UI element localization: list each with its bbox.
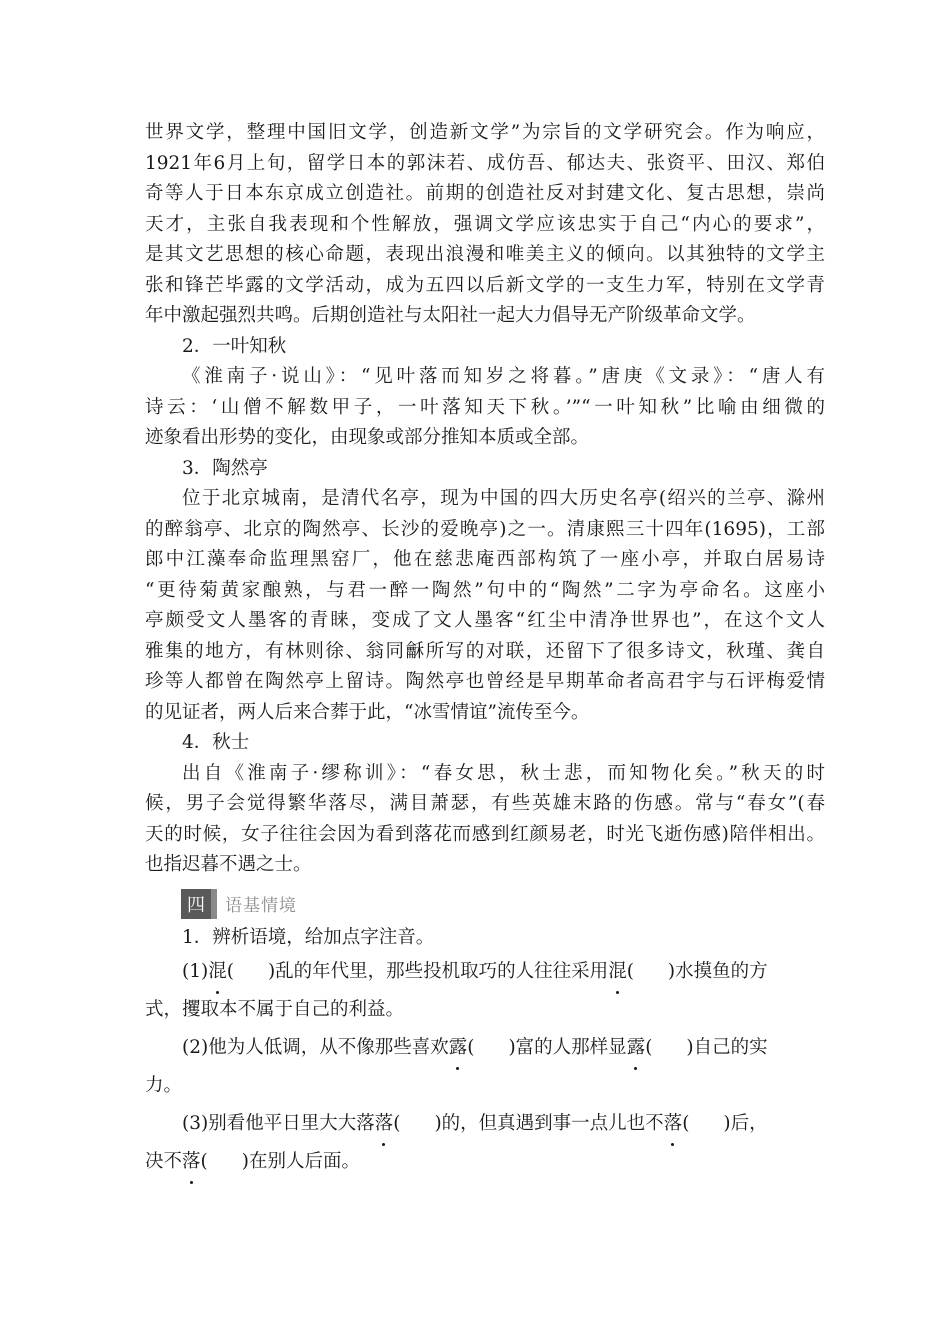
dotted-char: 露 — [627, 1029, 646, 1067]
text-line: 出自《淮南子·缪称训》：“春女思，秋士悲，而知物化矣。”秋天的时 — [182, 762, 825, 784]
paragraph-creation-society — [145, 118, 825, 332]
text-line: 位于北京城南，是清代名亭，现为中国的四大历史名亭(绍兴的兰亭、滁州 — [182, 488, 825, 509]
text-line: 候，男子会觉得繁华落尽，满目萧瑟，有些英雄末路的伤感。常与“春女”(春 — [145, 793, 825, 814]
text-line: 天的时候，女子往往会因为看到落花而感到红颜易老，时光飞逝伤感)陪伴相出。 — [145, 823, 825, 845]
dotted-char: 落 — [375, 1105, 394, 1143]
text-line: 天才，主张自我表现和个性解放，强调文学应该忠实于自己“内心的要求”， — [145, 213, 825, 235]
text-line: 珍等人都曾在陶然亭上留诗。陶然亭也曾经是早期革命者高君宇与石评梅爱情 — [145, 671, 825, 692]
item-paragraph — [145, 759, 825, 881]
dotted-char: 混 — [608, 953, 627, 991]
exercise-instruction: 1．辨析语境，给加点字注音。 — [182, 926, 435, 948]
text-line: 雅集的地方，有林则徐、翁同龢所写的对联，还留下了很多诗文，秋瑾、龚自 — [145, 640, 825, 662]
question-2: (2)他为人低调，从不像那些喜欢露( )富的人那样显露( )自己的实 — [145, 1029, 825, 1067]
text-line: 亭颇受文人墨客的青睐，变成了文人墨客“红尘中清净世界也”，在这个文人 — [145, 610, 825, 631]
item-paragraph — [145, 484, 825, 728]
section-number-badge: 四 — [181, 889, 211, 919]
badge-tab — [211, 889, 217, 919]
dotted-char: 落 — [664, 1105, 683, 1143]
text-line: 的见证者，两人后来合葬于此，“冰雪情谊”流传至今。 — [145, 701, 590, 723]
dotted-char: 落 — [182, 1143, 201, 1181]
document-page — [145, 118, 825, 1181]
dotted-char: 露 — [449, 1029, 468, 1067]
text-line: 年中激起强烈共鸣。后期创造社与太阳社一起大力倡导无产阶级革命文学。 — [145, 305, 756, 326]
section-title: 语基情境 — [225, 896, 297, 916]
text-line: 奇等人于日本东京成立创造社。前期的创造社反对封建文化、复古思想，崇尚 — [145, 183, 825, 204]
text-line: 世界文学，整理中国旧文学，创造新文学”为宗旨的文学研究会。作为响应， — [145, 122, 825, 143]
text-line: 郎中江藻奉命监理黑窑厂，他在慈悲庵西部构筑了一座小亭，并取白居易诗 — [145, 549, 825, 570]
question-3: (3)别看他平日里大大落落( )的，但真遇到事一点儿也不落( )后， — [145, 1105, 825, 1143]
text-line: 1921年6月上旬，留学日本的郭沫若、成仿吾、郁达夫、张资平、田汉、郑伯 — [145, 152, 825, 174]
item-paragraph — [145, 362, 825, 454]
item-title: 2．一叶知秋 — [182, 335, 287, 357]
dotted-char: 混 — [208, 953, 227, 991]
section-header — [145, 885, 825, 923]
question-1: (1)混( )乱的年代里，那些投机取巧的人往往采用混( )水摸鱼的方 — [145, 953, 825, 991]
text-line: 张和锋芒毕露的文学活动，成为五四以后新文学的一支生力军，特别在文学青 — [145, 274, 825, 296]
text-line: 诗云：‘山僧不解数甲子，一叶落知天下秋。’”“一叶知秋”比喻由细微的 — [145, 396, 825, 418]
question-2-cont: 力。 — [145, 1075, 183, 1096]
item-title: 4．秋士 — [182, 732, 250, 753]
question-1-cont: 式，攫取本不属于自己的利益。 — [145, 999, 405, 1020]
question-3-cont: 决不落( )在别人后面。 — [145, 1143, 825, 1181]
text-line: 迹象看出形势的变化，由现象或部分推知本质或全部。 — [145, 427, 590, 448]
text-line: 《淮南子·说山》：“见叶落而知岁之将暮。”唐庚《文录》：“唐人有 — [182, 366, 825, 387]
text-line: “更待菊黄家酿熟，与君一醉一陶然”句中的“陶然”二字为亭命名。这座小 — [145, 579, 825, 601]
item-title: 3．陶然亭 — [182, 457, 268, 479]
text-line: 是其文艺思想的核心命题，表现出浪漫和唯美主义的倾向。以其独特的文学主 — [145, 244, 825, 265]
text-line: 的醉翁亭、北京的陶然亭、长沙的爱晚亭)之一。清康熙三十四年(1695)，工部 — [145, 518, 825, 540]
text-line: 也指迟暮不遇之士。 — [145, 854, 312, 875]
